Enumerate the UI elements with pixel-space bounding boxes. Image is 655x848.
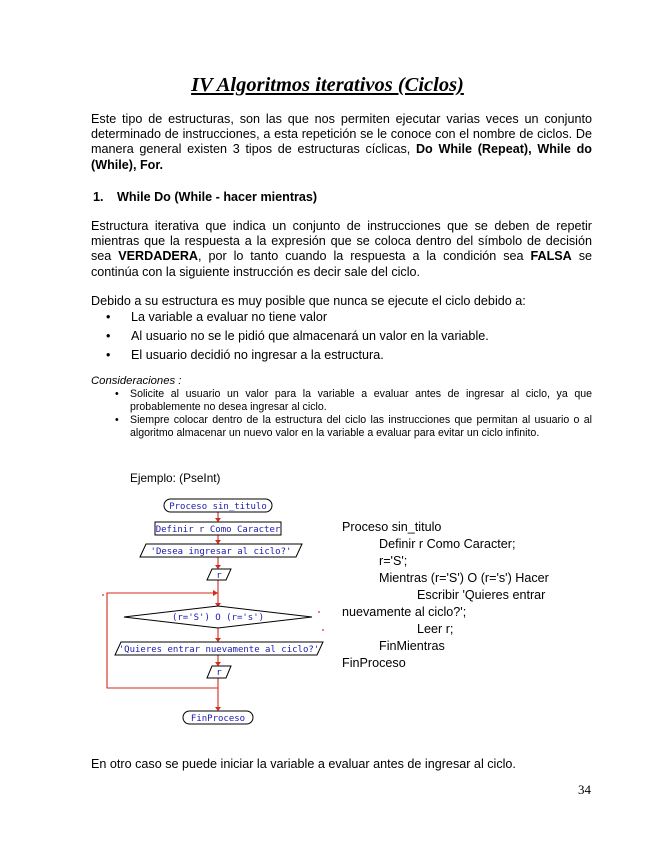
flow-start-label: Proceso sin_titulo <box>169 502 267 512</box>
code-line: Mientras (r='S') O (r='s') Hacer <box>379 571 549 585</box>
description-part2: , por lo tanto cuando la respuesta a la condición sea <box>198 249 531 264</box>
code-line: Definir r Como Caracter; <box>379 537 516 551</box>
list-item: • La variable a evaluar no tiene valor <box>104 310 489 329</box>
flow-end-node <box>183 711 253 724</box>
flow-prompt-node <box>140 544 302 557</box>
flow-start-node <box>164 499 272 512</box>
description-bold2: FALSA <box>530 249 572 264</box>
flow-read1-node <box>207 569 231 581</box>
considerations-label: Consideraciones : <box>91 375 182 387</box>
flow-dot <box>102 594 104 596</box>
flow-loop-prompt-node <box>115 642 323 655</box>
intro-text: Este tipo de estructuras, son las que nos permiten ejecutar varias veces un conjunto determinado de instrucciones, a esta repetición se le conoce con el nombre de ciclos. De manera general existen 3 tipos de estructuras cíclicas, <box>91 112 592 157</box>
flow-dot <box>318 611 320 613</box>
list-item: • Siempre colocar dentro de la estructura del ciclo las instrucciones que permitan al usuario o al algoritmo almacenar un nuevo valor en la variable a evaluar para evitar un ciclo infinito. <box>113 414 592 440</box>
example-label: Ejemplo: (PseInt) <box>130 471 221 485</box>
code-line: Escribir 'Quieres entrar <box>417 588 546 602</box>
section-heading-text: While Do (While - hacer mientras) <box>117 190 318 204</box>
flow-read2-label: r <box>216 668 222 678</box>
flow-define-node <box>155 522 281 535</box>
code-line: Leer r; <box>417 622 454 636</box>
section-number: 1. <box>93 190 104 204</box>
code-line: nuevamente al ciclo?'; <box>342 605 467 619</box>
closing-paragraph: En otro caso se puede iniciar la variable a evaluar antes de ingresar al ciclo. <box>91 757 516 771</box>
reason-intro: Debido a su estructura es muy posible que nunca se ejecute el ciclo debido a: <box>91 294 526 308</box>
page-number: 34 <box>578 782 591 797</box>
flow-read2-node <box>207 666 231 678</box>
code-line: Proceso sin_titulo <box>342 520 442 534</box>
flow-prompt-label: 'Desea ingresar al ciclo?' <box>150 547 292 557</box>
code-line: r='S'; <box>379 554 408 568</box>
list-item: • El usuario decidió no ingresar a la estructura. <box>104 348 489 367</box>
flow-dot <box>322 629 324 631</box>
flow-loop-prompt-label: 'Quieres entrar nuevamente al ciclo?' <box>118 645 320 655</box>
description-part1: Estructura iterativa que indica un conjunto de instrucciones que se deben de repetir mientras que la respuesta a la expresión que se coloca dentro del símbolo de decisión sea <box>91 219 592 264</box>
description-bold1: VERDADERA <box>118 249 199 264</box>
code-line: FinProceso <box>342 656 406 670</box>
flow-end-label: FinProceso <box>190 714 246 724</box>
description-part3: se continúa con la siguiente instrucción es decir sale del ciclo. <box>91 249 592 279</box>
flow-read1-label: r <box>216 571 222 581</box>
page-title: IV Algoritmos iterativos (Ciclos) <box>191 74 464 96</box>
list-item: • Solicite al usuario un valor para la variable a evaluar antes de ingresar al ciclo, ya que probablemente no desea ingresar al ciclo. <box>113 388 592 414</box>
flow-decision-label: (r='S') O (r='s') <box>171 613 265 623</box>
list-item: • Al usuario no se le pidió que almacenará un valor en la variable. <box>104 329 489 348</box>
flow-decision-node <box>124 606 312 628</box>
flow-define-label: Definir r Como Caracter <box>155 525 281 535</box>
code-line: FinMientras <box>379 639 445 653</box>
intro-bold: Do While (Repeat), While do (While), For. <box>91 142 592 172</box>
pseudocode-block <box>342 519 587 672</box>
